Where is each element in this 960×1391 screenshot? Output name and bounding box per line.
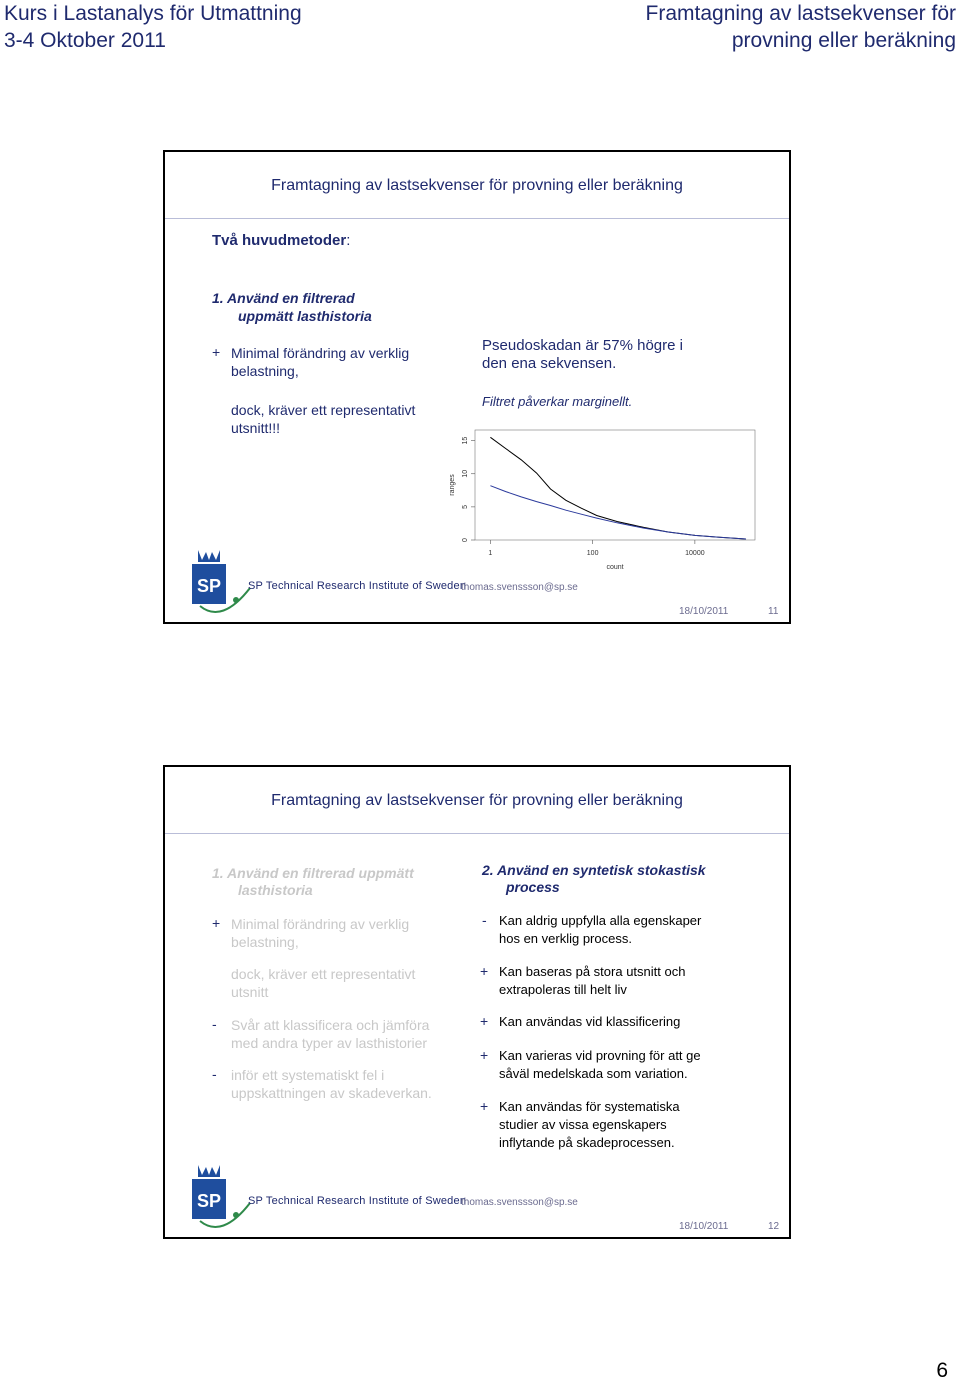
minus-text-2: inför ett systematiskt fel i uppskattningen av skadeverkan.	[231, 1067, 432, 1101]
plot-frame	[475, 430, 755, 540]
bullet-2: Kan baseras på stora utsnitt och extrapoleras till helt liv	[499, 964, 686, 997]
plus-mark: +	[212, 344, 221, 360]
y-tick-label: 15	[462, 436, 469, 445]
bullet-mark: +	[480, 1047, 489, 1063]
page-number: 6	[936, 1359, 948, 1382]
chart-svg	[450, 430, 760, 570]
svg-text:SP: SP	[196, 1191, 222, 1211]
bullet-1: Kan aldrig uppfylla alla egenskaper hos en verklig process.	[499, 913, 702, 946]
pseudo-damage-text: Pseudoskadan är 57% högre i den ena sekvensen.	[482, 337, 683, 372]
method-2-label: 2. Använd en syntetisk stokastisk	[482, 862, 706, 878]
method-2-label-cont: process	[506, 879, 560, 895]
bullet-mark: +	[480, 1098, 489, 1114]
method-1-label-cont: uppmätt lasthistoria	[238, 308, 372, 324]
header-left	[4, 0, 302, 54]
bullet-mark: +	[480, 1013, 489, 1029]
slide-title: Framtagning av lastsekvenser för provning eller beräkning	[271, 177, 683, 194]
bullet-5: Kan användas för systematiska studier av vissa egenskapers inflytande på skadeprocessen.	[499, 1099, 680, 1150]
x-axis-label: count	[606, 564, 624, 571]
method-1-label-cont: lasthistoria	[238, 882, 313, 898]
minus-mark: -	[212, 1016, 217, 1032]
plus-text: Minimal förändring av verklig belastning,	[231, 345, 410, 379]
series-line-2	[490, 486, 746, 539]
bullet-mark: +	[480, 963, 489, 979]
x-tick-label: 100	[586, 550, 599, 557]
dock-text: dock, kräver ett representativt utsnitt	[231, 966, 416, 1000]
method-1-label: 1. Använd en filtrerad	[212, 290, 355, 306]
minus-mark: -	[212, 1066, 217, 1082]
sp-logo	[192, 1159, 256, 1239]
dock-text: dock, kräver ett representativt utsnitt!!!	[231, 402, 416, 436]
sp-institute-name: SP Technical Research Institute of Sweden	[248, 580, 467, 592]
minus-text-1: Svår att klassificera och jämföra med andra typer av lasthistorier	[231, 1017, 430, 1051]
main-heading: Två huvudmetoder:	[212, 232, 351, 249]
sp-institute-name: SP Technical Research Institute of Sweden	[248, 1195, 467, 1207]
series-line-1	[490, 437, 746, 539]
slide-date: 18/10/2011	[679, 1221, 729, 1232]
section-title-line1: Framtagning av lastsekvenser för	[645, 2, 956, 25]
y-axis-label: ranges	[449, 474, 456, 496]
slide-11	[163, 150, 791, 624]
plus-mark: +	[212, 915, 221, 931]
slide-date: 18/10/2011	[679, 606, 729, 617]
filter-note: Filtret påverkar marginellt.	[482, 394, 633, 409]
range-count-chart	[450, 430, 760, 575]
section-title-line2: provning eller beräkning	[731, 29, 956, 52]
bullet-mark: -	[482, 912, 487, 928]
slide-title: Framtagning av lastsekvenser för provning eller beräkning	[271, 792, 683, 809]
y-tick-label: 5	[462, 504, 469, 509]
bullet-3: Kan användas vid klassificering	[499, 1014, 681, 1029]
x-tick-label: 1	[488, 550, 493, 557]
y-tick-label: 10	[462, 469, 469, 478]
author-email: thomas.svenssson@sp.se	[461, 1197, 578, 1208]
plus-text: Minimal förändring av verklig belastning,	[231, 916, 410, 950]
svg-text:SP: SP	[196, 576, 222, 596]
course-date: 3-4 Oktober 2011	[4, 29, 166, 52]
bullet-4: Kan varieras vid provning för att ge såväl medelskada som variation.	[499, 1048, 701, 1081]
header-right	[596, 0, 956, 54]
slide-number: 12	[768, 1221, 780, 1232]
slide-12	[163, 765, 791, 1239]
title-divider	[165, 833, 789, 834]
course-title: Kurs i Lastanalys för Utmattning	[4, 2, 302, 25]
title-divider	[165, 218, 789, 219]
slide-number: 11	[768, 606, 779, 617]
sp-logo	[192, 544, 256, 624]
author-email: thomas.svenssson@sp.se	[461, 582, 578, 593]
x-tick-label: 10000	[685, 550, 705, 557]
y-tick-label: 0	[462, 538, 469, 542]
method-1-label: 1. Använd en filtrerad uppmätt	[212, 865, 414, 881]
